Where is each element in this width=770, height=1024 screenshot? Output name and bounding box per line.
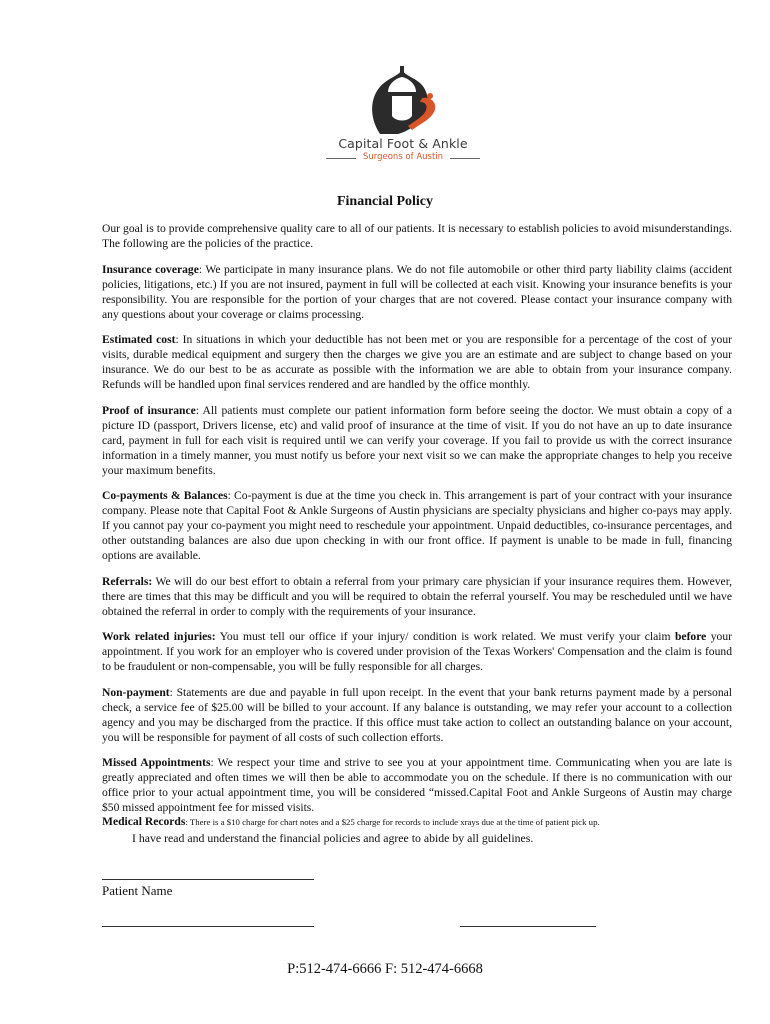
section-label: Referrals: [102, 574, 153, 588]
section-label: Estimated cost [102, 333, 176, 346]
date-line[interactable] [460, 926, 596, 927]
referrals-section [102, 574, 732, 619]
section-text: : All patients must complete our patient information form before seeing the doctor. We must obtain a copy of a picture ID (passport, Drivers license, etc) and valid proof of insurance at the time of visit. If you do not have an up to date insurance card, payment in full for each visit is required until we can verify your coverage. If you fail to provide us with the correct insurance information in a timely manner, you must notify us before your next visit so we can make the appropriate changes to help you receive your maximum benefits. [102, 403, 732, 477]
proof-of-insurance-section [102, 403, 732, 478]
estimated-cost-section [102, 332, 732, 392]
section-text: : Co-payment is due at the time you check in. This arrangement is part of your contract with your insurance company. Please note that Capital Foot & Ankle Surgeons of Austin physicians are specialty physicians and higher co-pays may apply. If you cannot pay your co-payment you might need to reschedule your appointment. Unpaid deductibles, co-insurance percentages, and other outstanding balances are also due upon checking in with our front office. If payment is unable to be made in full, financing options are available. [102, 489, 732, 562]
section-label: Non-payment [102, 685, 170, 699]
logo-divider-right [450, 158, 480, 159]
section-label: Medical Records [102, 815, 186, 828]
foot-ankle-logo-icon [318, 66, 488, 136]
logo-name: Capital Foot & Ankle [338, 136, 468, 151]
patient-name-label: Patient Name [102, 883, 173, 898]
section-label: Insurance coverage [102, 262, 199, 276]
non-payment-section [102, 685, 732, 745]
acknowledgement-statement: I have read and understand the financial policies and agree to abide by all guidelines. [132, 831, 534, 845]
intro-paragraph: Our goal is to provide comprehensive quality care to all of our patients. It is necessary to establish policies to avoid misunderstandings. The following are the policies of the practice. [102, 222, 732, 250]
policy-body [102, 221, 732, 846]
section-text: : Statements are due and payable in full upon receipt. In the event that your bank returns payment made by a personal check, a service fee of $25.00 will be billed to your account. If any balance is outstanding, we may refer your account to a collection agency and you may be discharged from the practice. If this office must take action to collect an outstanding balance on your account, you will be responsible for payment of all costs of such collection efforts. [102, 685, 732, 744]
section-label: Co-payments & Balances [102, 489, 228, 502]
section-text: We will do our best effort to obtain a referral from your primary care physician if your insurance requires them. However, there are times that this may be difficult and you will be required to obtain the referral yourself. You may be rescheduled until we have obtained the referral in order to comply with the requirements of your insurance. [102, 574, 732, 618]
missed-appointments-section [102, 755, 732, 815]
section-text: : We respect your time and strive to see you at your appointment time. Communicating when you are late is greatly appreciated and often times we will then be able to accommodate you on the schedule. If there is no communication with our office prior to your actual appointment time, you will be considered “missed.Capital Foot and Ankle Surgeons of Austin may charge $50 missed appointment fee for missed visits. [102, 756, 732, 814]
section-text: You must tell our office if your injury/ condition is work related. We must verify your claim [215, 630, 675, 643]
page-title: Financial Policy [336, 194, 434, 209]
medical-records-section [102, 815, 732, 829]
insurance-coverage-section [102, 262, 732, 322]
section-label: Work related injuries: [102, 630, 216, 643]
section-text: : There is a $10 charge for chart notes and a $25 charge for records to include xrays due at the time of patient pick up. [185, 817, 600, 827]
co-payments-section [102, 488, 732, 563]
section-label: Missed Appointments [102, 756, 211, 769]
patient-name-line[interactable] [102, 879, 314, 880]
logo-subtitle: Surgeons of Austin [362, 152, 444, 162]
section-text: : We participate in many insurance plans. We do not file automobile or other third party liability claims (accident policies, litigations, etc.) If you are not insured, payment in full will be collected at each visit. Knowing your insurance benefits is your responsibility. You are responsible for the portion of your charges that are not covered. Please contact your insurance company with any questions about your coverage or claims processing. [102, 262, 733, 321]
section-label: Proof of insurance [102, 403, 196, 417]
emphasis-before: before [674, 630, 707, 643]
contact-footer: P:512-474-6666 F: 512-474-6668 [287, 961, 483, 977]
practice-logo [318, 66, 488, 174]
patient-signature-line[interactable] [102, 926, 314, 927]
section-text: your appointment. If you work for an employer who is covered under provision of the Texas Workers' Compensation and the claim is found to be fraudulent or non-compensable, you will be fully responsible for all charges. [102, 630, 733, 673]
work-related-injuries-section [102, 629, 732, 674]
section-text: : In situations in which your deductible has not been met or you are responsible for a percentage of the cost of your visits, durable medical equipment and surgery then the charges we give you are an estimate and are subject to change based on your insurance. We do our best to be as accurate as possible with the information we are able to obtain from your insurance company. Refunds will be handled upon final services rendered and are handled by the office monthly. [102, 333, 732, 391]
